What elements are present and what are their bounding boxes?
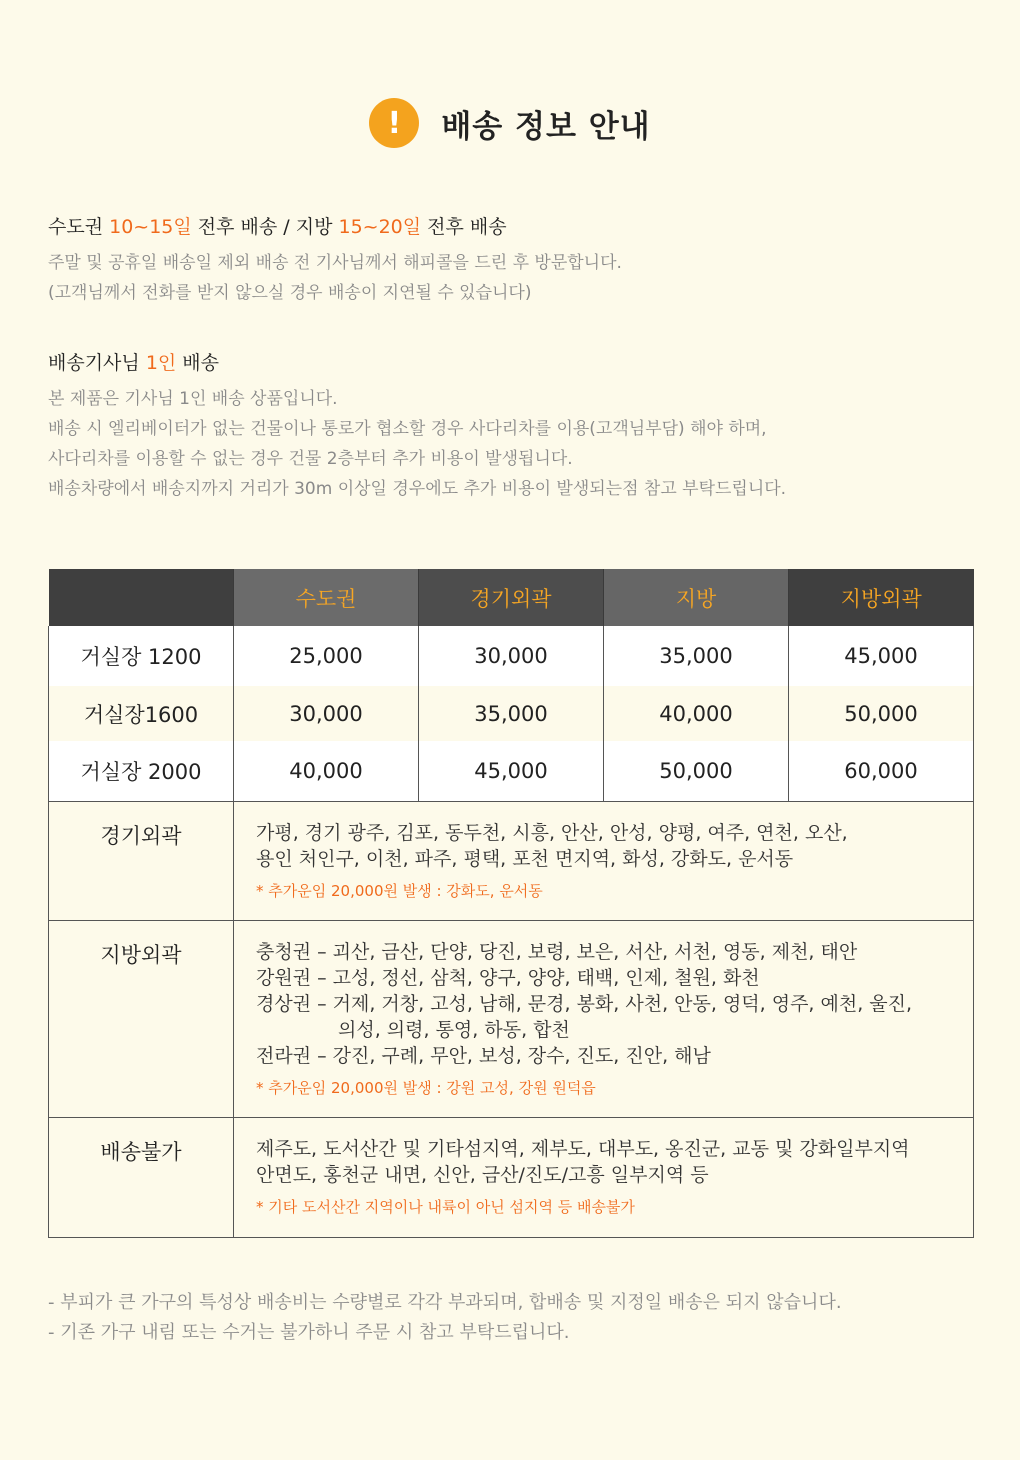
price-cell: 40,000 [234, 741, 419, 802]
header-gyeonggi-outer: 경기외곽 [419, 569, 604, 626]
table-row [49, 686, 974, 741]
table-row [49, 626, 974, 686]
region-label: 배송불가 [49, 1118, 234, 1238]
header-province: 지방 [604, 569, 789, 626]
table-header-row [49, 569, 974, 626]
description-line: 배송 시 엘리베이터가 없는 건물이나 통로가 협소할 경우 사다리차를 이용(고객님부담) 해야 하며, [48, 419, 767, 439]
delivery-period-heading [48, 212, 978, 242]
region-content [234, 921, 974, 1118]
province-days: 15~20일 [338, 216, 422, 238]
page-header [0, 98, 1020, 148]
product-label: 거실장 2000 [49, 741, 234, 802]
description-line: 주말 및 공휴일 배송일 제외 배송 전 기사님께서 해피콜을 드린 후 방문합니다. [48, 253, 622, 273]
one-person-highlight: 1인 [145, 352, 177, 374]
product-label: 거실장1600 [49, 686, 234, 741]
price-cell: 30,000 [419, 626, 604, 686]
region-line: 용인 처인구, 이천, 파주, 평택, 포천 면지역, 화성, 강화도, 운서동 [256, 848, 794, 870]
heading-text: 배송 [176, 352, 220, 374]
delivery-period-description [48, 248, 978, 308]
one-person-heading [48, 348, 978, 378]
surcharge-note: * 추가운임 20,000원 발생 : 강화도, 운서동 [256, 882, 543, 900]
region-content [234, 1118, 974, 1238]
heading-text: 수도권 [48, 216, 110, 238]
region-line: 전라권 – 강진, 구례, 무안, 보성, 장수, 진도, 진안, 해남 [256, 1045, 711, 1067]
heading-text: 배송기사님 [48, 352, 146, 374]
price-cell: 50,000 [789, 686, 974, 741]
heading-text: 전후 배송 / 지방 [191, 216, 339, 238]
metro-days: 10~15일 [109, 216, 192, 238]
footer-notes [48, 1288, 842, 1348]
price-cell: 30,000 [234, 686, 419, 741]
footer-note: - 부피가 큰 가구의 특성상 배송비는 수량별로 각각 부과되며, 합배송 및 지정일 배송은 되지 않습니다. [48, 1292, 842, 1313]
region-line: 가평, 경기 광주, 김포, 동두천, 시흥, 안산, 안성, 양평, 여주, 연천, 오산, [256, 822, 848, 844]
surcharge-note: * 추가운임 20,000원 발생 : 강원 고성, 강원 원덕읍 [256, 1079, 596, 1097]
table-row [49, 741, 974, 802]
region-content [234, 802, 974, 921]
description-line: 본 제품은 기사님 1인 배송 상품입니다. [48, 389, 338, 409]
region-row-unavailable [49, 1118, 974, 1238]
unavailable-note: * 기타 도서산간 지역이나 내륙이 아닌 섬지역 등 배송불가 [256, 1198, 635, 1216]
region-row-gyeonggi [49, 802, 974, 921]
header-metro: 수도권 [234, 569, 419, 626]
shipping-fee-table [48, 569, 974, 1238]
one-person-description [48, 384, 978, 504]
description-line: (고객님께서 전화를 받지 않으실 경우 배송이 지연될 수 있습니다) [48, 283, 532, 303]
heading-text: 전후 배송 [421, 216, 507, 238]
region-line: 의성, 의령, 통영, 하동, 합천 [338, 1019, 570, 1041]
one-person-delivery-section [48, 348, 978, 504]
page-title: 배송 정보 안내 [441, 108, 651, 145]
price-cell: 25,000 [234, 626, 419, 686]
region-line-indented [256, 1017, 953, 1043]
region-label: 지방외곽 [49, 921, 234, 1118]
header-empty-cell [49, 569, 234, 626]
description-line: 사다리차를 이용할 수 없는 경우 건물 2층부터 추가 비용이 발생됩니다. [48, 449, 573, 469]
price-cell: 60,000 [789, 741, 974, 802]
footer-note: - 기존 가구 내림 또는 수거는 불가하니 주문 시 참고 부탁드립니다. [48, 1322, 570, 1343]
description-line: 배송차량에서 배송지까지 거리가 30m 이상일 경우에도 추가 비용이 발생되는점 참고 부탁드립니다. [48, 479, 787, 499]
product-label: 거실장 1200 [49, 626, 234, 686]
region-line: 경상권 – 거제, 거창, 고성, 남해, 문경, 봉화, 사천, 안동, 영덕, 영주, 예천, 울진, [256, 993, 913, 1015]
region-row-province [49, 921, 974, 1118]
region-line: 제주도, 도서산간 및 기타섬지역, 제부도, 대부도, 옹진군, 교동 및 강화일부지역 [256, 1138, 910, 1160]
header-province-outer: 지방외곽 [789, 569, 974, 626]
delivery-period-section [48, 212, 978, 308]
price-cell: 40,000 [604, 686, 789, 741]
region-label: 경기외곽 [49, 802, 234, 921]
region-line: 강원권 – 고성, 정선, 삼척, 양구, 양양, 태백, 인제, 철원, 화천 [256, 967, 760, 989]
exclamation-icon: ! [369, 98, 419, 148]
price-cell: 45,000 [789, 626, 974, 686]
price-cell: 45,000 [419, 741, 604, 802]
price-cell: 35,000 [419, 686, 604, 741]
price-cell: 35,000 [604, 626, 789, 686]
region-line: 안면도, 홍천군 내면, 신안, 금산/진도/고흥 일부지역 등 [256, 1164, 709, 1186]
price-cell: 50,000 [604, 741, 789, 802]
region-line: 충청권 – 괴산, 금산, 단양, 당진, 보령, 보은, 서산, 서천, 영동, 제천, 태안 [256, 941, 858, 963]
